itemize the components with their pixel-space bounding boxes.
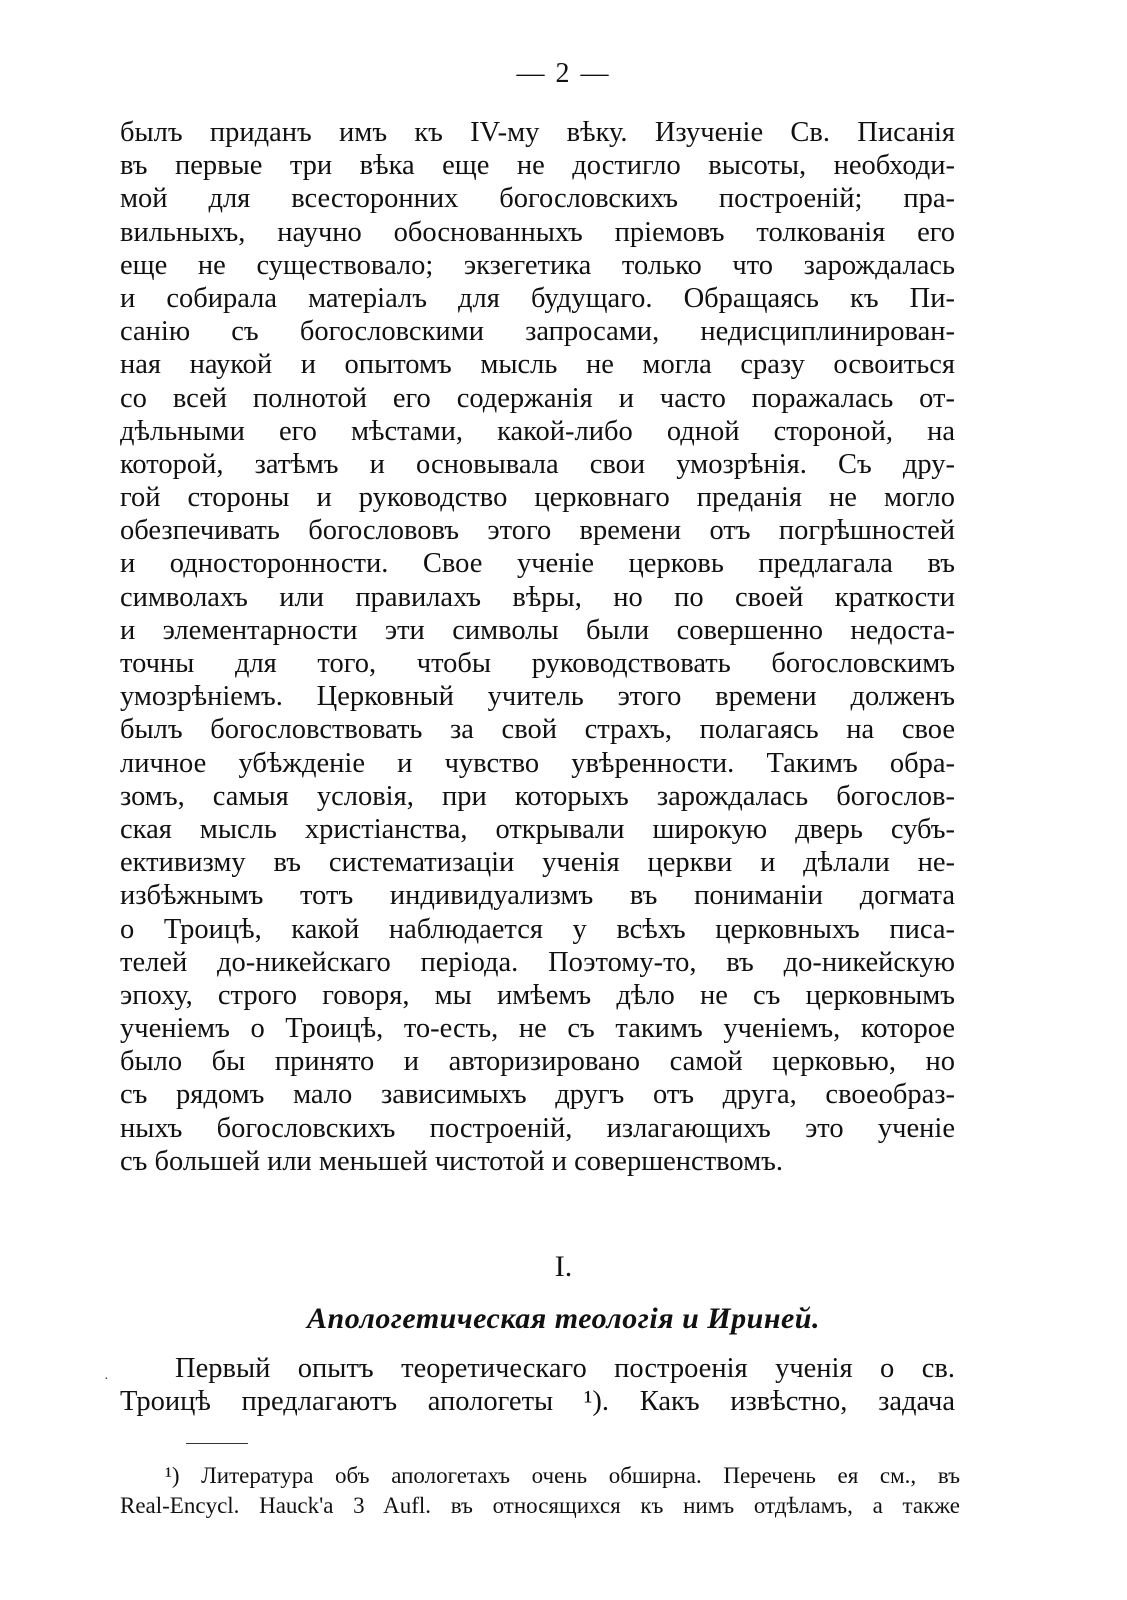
text-line: въ первые три вѣка еще не достигло высоты, необходи- [120, 150, 955, 182]
text-line: со всей полнотой его содержанія и часто поражалась от- [120, 382, 955, 414]
text-line: зомъ, самыя условія, при которыхъ зарождалась богослов- [120, 780, 955, 812]
section-numeral: I. [554, 1250, 573, 1283]
text-line: и односторонности. Свое ученіе церковь предлагала въ [120, 548, 955, 580]
text-line: ныхъ богословскихъ построеній, излагающихъ это ученіе [120, 1112, 955, 1144]
text-line: эпоху, строго говоря, мы имѣемъ дѣло не съ церковнымъ [120, 979, 955, 1011]
text-line: гой стороны и руководство церковнаго преданія не могло [120, 482, 955, 514]
text-line: ная наукой и опытомъ мысль не могла сразу освоиться [120, 349, 955, 381]
text-line: мой для всесторонних богословскихъ построеній; пра- [120, 183, 955, 215]
text-line: дѣльными его мѣстами, какой-либо одной стороной, на [120, 415, 955, 447]
text-line: избѣжнымъ тотъ индивидуализмъ въ пониманіи догмата [120, 880, 955, 912]
footnote [120, 1461, 960, 1521]
section-title: Апологетическая теологія и Ириней. [307, 1302, 820, 1335]
text-line: съ большей или меньшей чистотой и совершенствомъ. [120, 1145, 784, 1177]
text-line: телей до-никейскаго періода. Поэтому-то, въ до-никейскую [120, 946, 955, 978]
page-number: — 2 — [516, 58, 611, 89]
text-line: символахъ или правилахъ вѣры, но по своей краткости [120, 581, 955, 613]
text-line: ская мысль христіанства, открывали широкую дверь субъ- [120, 813, 955, 845]
text-line: ученіемъ о Троицѣ, то-есть, не съ такимъ ученіемъ, которое [120, 1013, 955, 1045]
text-line: съ рядомъ мало зависимыхъ другъ отъ друга, своеобраз- [120, 1079, 955, 1111]
text-line: еще не существовало; экзегетика только что зарождалась [120, 249, 955, 281]
text-line: о Троицѣ, какой наблюдается у всѣхъ церковныхъ писа- [120, 913, 955, 945]
body-paragraph [120, 116, 955, 1178]
text-line: и собирала матеріалъ для будущаго. Обращаясь къ Пи- [120, 282, 955, 314]
text-line: было бы принято и авторизировано самой церковью, но [120, 1046, 955, 1078]
footnote-divider [186, 1443, 248, 1444]
footnote-line: Real-Encycl. Hauck'a 3 Aufl. въ относящихся къ нимъ отдѣламъ, а также [120, 1493, 960, 1518]
text-line: вильныхъ, научно обоснованныхъ пріемовъ толкованія его [120, 216, 955, 248]
text-line: былъ приданъ имъ къ IV-му вѣку. Изученіе Св. Писанія [120, 117, 955, 148]
text-line: умозрѣніемъ. Церковный учитель этого времени долженъ [120, 681, 955, 713]
footnote-line: ¹) Литература объ апологетахъ очень обширна. Перечень ея см., въ [165, 1463, 960, 1488]
text-line: личное убѣжденіе и чувство увѣренности. Такимъ обра- [120, 747, 955, 779]
text-line: точны для того, чтобы руководствовать богословскимъ [120, 648, 955, 679]
section-intro-paragraph [120, 1352, 955, 1418]
text-line: Первый опытъ теоретическаго построенія ученія о св. [175, 1353, 955, 1384]
text-line: Троицѣ предлагаютъ апологеты ¹). Какъ извѣстно, задача [120, 1386, 955, 1418]
print-speck: · [104, 1372, 109, 1387]
text-line: которой, затѣмъ и основывала свои умозрѣнія. Съ дру- [120, 448, 955, 480]
text-line: обезпечивать богослововъ этого времени отъ погрѣшностей [120, 515, 955, 547]
text-line: и элементарности эти символы были совершенно недоста- [120, 614, 955, 646]
text-line: санію съ богословскими запросами, недисциплинирован- [120, 316, 955, 348]
text-line: ективизму въ систематизаціи ученія церкви и дѣлали не- [120, 847, 955, 879]
text-line: былъ богословствовать за свой страхъ, полагаясь на свое [120, 714, 955, 746]
